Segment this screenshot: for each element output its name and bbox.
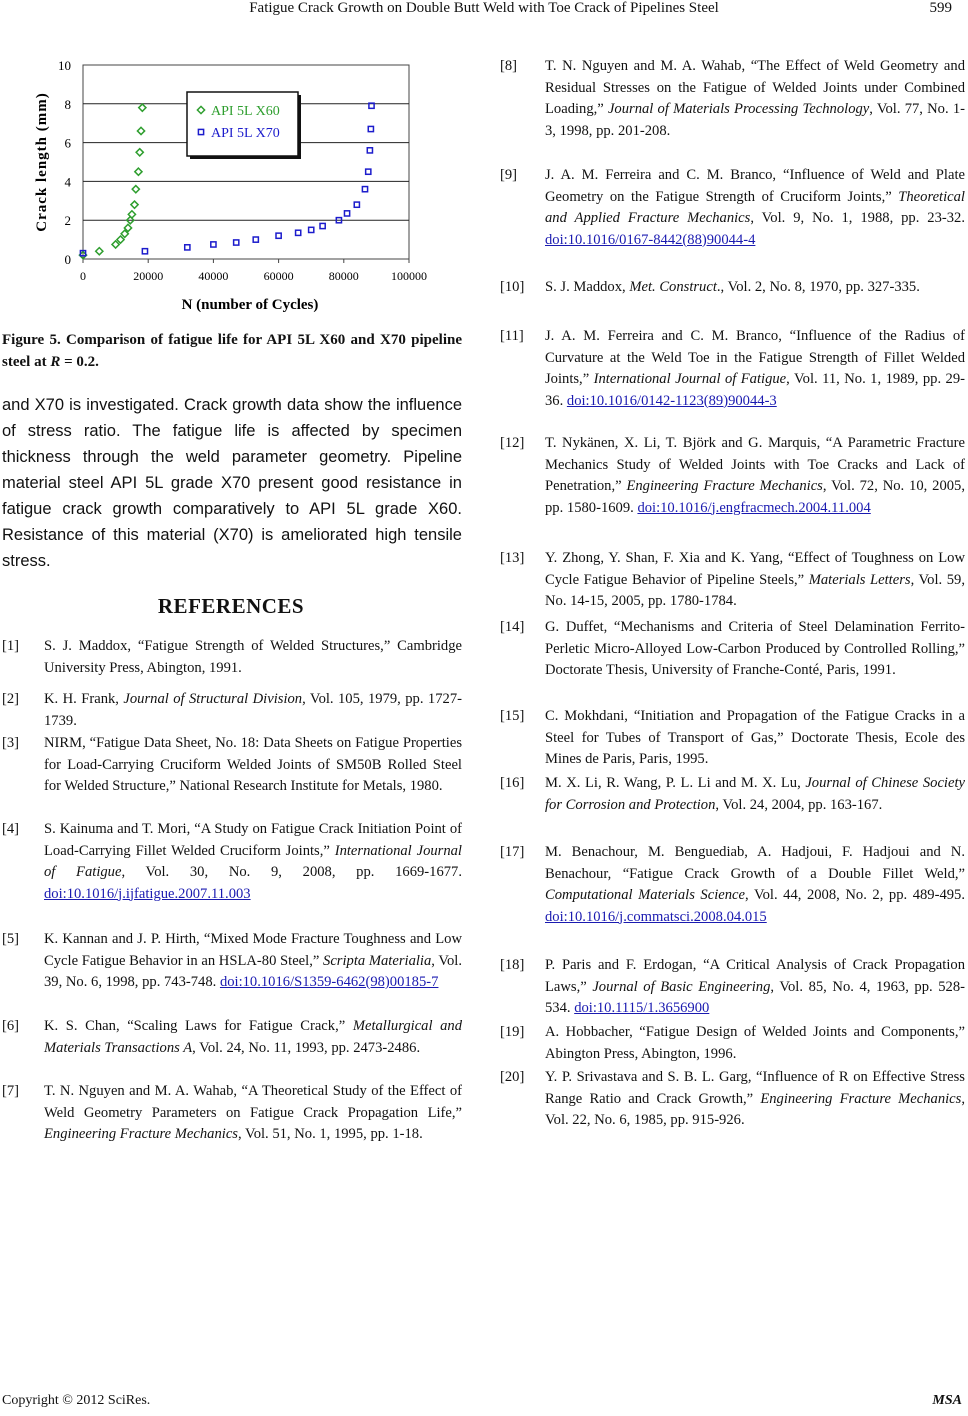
- reference-segment: T. N. Nguyen and M. A. Wahab, “The Effect of Weld Geometry and Residual Stresses on the Fatigue of Welded Joints under Combined Loading,”: [545, 58, 965, 117]
- legend-box: [187, 92, 298, 156]
- page-number: 599: [929, 0, 952, 16]
- reference-segment: Y. Zhong, Y. Shan, F. Xia and K. Yang, “Effect of Toughness on Low Cycle Fatigue Behavior of Pipeline Steels,”: [545, 550, 965, 588]
- reference-segment: J. A. M. Ferreira and C. M. Branco, “Influence of the Radius of Curvature at the Weld Toe in the Fatigue Strength of Fillet Welded Joints,”: [545, 328, 965, 387]
- y-tick-label: 0: [64, 252, 71, 267]
- reference-source: Journal of Chinese Society for Corrosion and Protection: [545, 775, 965, 813]
- reference-text: [44, 636, 462, 679]
- x-axis-label: N (number of Cycles): [181, 297, 319, 313]
- reference-text: [545, 165, 965, 251]
- reference-source: Journal of Basic Engineering: [592, 978, 771, 995]
- reference-text: [44, 929, 462, 994]
- doi-link[interactable]: doi:10.1016/j.engfracmech.2004.11.004: [637, 499, 871, 516]
- reference-segment: M. X. Li, R. Wang, P. L. Li and M. X. Lu,: [545, 775, 806, 791]
- reference-segment: , Vol. 44, 2008, No. 2, pp. 489-495.: [745, 887, 965, 903]
- doi-link[interactable]: doi:10.1016/0142-1123(89)90044-3: [566, 392, 777, 409]
- caption-suffix: = 0.2.: [60, 354, 99, 370]
- reference-segment: J. A. M. Ferreira and C. M. Branco, “Influence of Weld and Plate Geometry on the Fatigue Strength of Cruciform Joints,”: [545, 167, 965, 205]
- legend-label: API 5L X60: [211, 104, 280, 119]
- reference-text: [545, 548, 965, 613]
- caption-variable: R: [50, 354, 61, 370]
- reference-number: [18]: [500, 957, 525, 973]
- doi-link[interactable]: doi:10.1115/1.3656900: [574, 1000, 710, 1016]
- x-tick-label: 60000: [263, 269, 294, 283]
- reference-segment: NIRM, “Fatigue Data Sheet, No. 18: Data Sheets on Fatigue Properties for Load-Carrying Cruciform Welded Joints of SM50B Rolled Steel for Welded Structure,” National Research Institute for Metals, 1980.: [44, 735, 462, 794]
- y-tick-label: 2: [64, 213, 71, 229]
- x-tick-label: 40000: [198, 269, 229, 283]
- reference-source: International Journal of Fatigue: [44, 842, 462, 880]
- reference-segment: S. J. Maddox,: [545, 279, 630, 295]
- reference-text: [44, 689, 462, 732]
- reference-number: [9]: [500, 167, 518, 183]
- reference-number: [7]: [2, 1083, 20, 1099]
- x-tick-label: 100000: [391, 269, 427, 283]
- reference-number: [10]: [500, 279, 525, 295]
- reference-segment: G. Duffet, “Mechanisms and Criteria of Steel Delamination Ferrito-Perletic Micro-Alloyed Low-Carbon Produced by Controlled Rolling,” Doctorate Thesis, University of Franche-Conté, Paris, 1991.: [545, 619, 965, 678]
- reference-segment: K. Kannan and J. P. Hirth, “Mixed Mode Fracture Toughness and Low Cycle Fatigue Behavior in an HSLA-80 Steel,”: [44, 931, 462, 969]
- reference-segment: P. Paris and F. Erdogan, “A Critical Analysis of Crack Propagation Laws,”: [545, 957, 965, 995]
- reference-number: [6]: [2, 1018, 20, 1034]
- legend-label: API 5L X70: [211, 126, 280, 141]
- reference-text: [545, 773, 965, 816]
- reference-number: [2]: [2, 691, 20, 707]
- x-tick-label: 0: [80, 269, 86, 283]
- reference-source: Scripta Materialia: [323, 952, 432, 969]
- x-tick-label: 20000: [133, 269, 164, 283]
- page-header: [0, 0, 968, 24]
- reference-text: [545, 1022, 965, 1065]
- reference-segment: , Vol. 22, No. 6, 1985, pp. 915-926.: [545, 1090, 965, 1128]
- reference-segment: A. Hobbacher, “Fatigue Design of Welded Joints and Components,” Abington Press, Abington, 1996.: [545, 1024, 965, 1062]
- reference-source: Materials Letters: [808, 571, 911, 588]
- reference-segment: , Vol. 59, No. 14-15, 2005, pp. 1780-1784.: [545, 571, 965, 609]
- doi-link[interactable]: doi:10.1016/0167-8442(88)90044-4: [545, 231, 756, 248]
- reference-segment: , Vol. 9, No. 1, 1988, pp. 23-32.: [750, 210, 965, 226]
- reference-text: [545, 955, 965, 1020]
- reference-segment: , Vol. 24, 2004, pp. 163-167.: [715, 796, 883, 813]
- reference-segment: , Vol. 11, No. 1, 1989, pp. 29-36.: [545, 371, 965, 409]
- reference-segment: Y. P. Srivastava and S. B. L. Garg, “Influence of R on Effective Stress Range Ratio and Crack Growth,”: [545, 1069, 965, 1107]
- reference-number: [3]: [2, 735, 20, 751]
- reference-segment: T. Nykänen, X. Li, T. Björk and G. Marquis, “A Parametric Fracture Mechanics Study of Welded Joints with Toe Cracks and Lack of Penetration,”: [545, 435, 965, 494]
- running-title: Fatigue Crack Growth on Double Butt Weld with Toe Crack of Pipelines Steel: [249, 0, 719, 16]
- reference-text: [44, 1081, 462, 1146]
- reference-text: [545, 706, 965, 771]
- reference-source: Met. Construct: [629, 279, 717, 295]
- reference-source: Engineering Fracture Mechanics: [760, 1090, 962, 1107]
- reference-source: Journal of Structural Division: [123, 691, 303, 707]
- y-tick-label: 8: [64, 96, 71, 112]
- reference-number: [5]: [2, 931, 20, 947]
- y-axis-label: Crack length (mm): [34, 92, 50, 232]
- reference-text: [44, 1016, 462, 1059]
- doi-link[interactable]: doi:10.1016/j.ijfatigue.2007.11.003: [44, 885, 251, 902]
- reference-segment: K. H. Frank,: [44, 691, 124, 707]
- reference-segment: , Vol. 39, No. 6, 1998, pp. 743-748.: [44, 952, 462, 990]
- y-tick-label: 4: [64, 174, 71, 190]
- body-paragraph: and X70 is investigated. Crack growth data show the influence of stress ratio. The fatigue life is affected by specimen thickness through the weld parameter geometry. Pipeline material steel API 5L grade X70 present good resistance in fatigue crack growth comparatively to API 5L grade X60. Resistance of this material (X70) is ameliorated high tensile stress.: [2, 396, 462, 570]
- caption-prefix: Figure 5. Comparison of fatigue life for API 5L X60 and X70 pipeline steel at: [2, 332, 462, 370]
- reference-text: [545, 1067, 965, 1132]
- reference-number: [15]: [500, 708, 525, 724]
- crack-growth-chart: [30, 52, 440, 322]
- reference-segment: S. Kainuma and T. Mori, “A Study on Fatigue Crack Initiation Point of Load-Carrying Fillet Welded Cruciform Joints,”: [44, 821, 462, 859]
- reference-segment: C. Mokhdani, “Initiation and Propagation of the Fatigue Cracks in a Steel for Tubes of Transport of Gas,” Doctorate Thesis, Ecole des Mines de Paris, Paris, 1995.: [545, 708, 965, 767]
- reference-segment: , Vol. 30, No. 9, 2008, pp. 1669-1677.: [121, 864, 462, 880]
- reference-source: Computational Materials Science: [545, 887, 745, 903]
- references-heading: REFERENCES: [157, 594, 305, 618]
- reference-number: [13]: [500, 550, 525, 566]
- reference-number: [20]: [500, 1069, 525, 1085]
- reference-number: [14]: [500, 619, 525, 635]
- y-tick-label: 6: [64, 135, 71, 151]
- reference-segment: M. Benachour, M. Benguediab, A. Hadjoui, F. Hadjoui and N. Benachour, “Fatigue Crack Growth of a Double Fillet Weld,”: [545, 844, 965, 882]
- reference-number: [16]: [500, 775, 525, 791]
- x-tick-label: 80000: [328, 269, 359, 283]
- reference-source: International Journal of Fatigue: [593, 371, 787, 387]
- doi-link[interactable]: doi:10.1016/S1359-6462(98)00185-7: [219, 974, 439, 990]
- reference-source: Theoretical and Applied Fracture Mechanics: [545, 188, 965, 226]
- reference-segment: , Vol. 85, No. 4, 1963, pp. 528-534.: [545, 978, 965, 1016]
- doi-link[interactable]: doi:10.1016/j.commatsci.2008.04.015: [545, 908, 767, 925]
- reference-number: [11]: [500, 328, 524, 344]
- reference-text: [44, 819, 462, 905]
- reference-number: [12]: [500, 435, 525, 451]
- reference-source: Engineering Fracture Mechanics: [626, 478, 823, 494]
- reference-segment: K. S. Chan, “Scaling Laws for Fatigue Crack,”: [44, 1018, 353, 1034]
- y-tick-label: 10: [58, 58, 71, 73]
- reference-segment: , Vol. 72, No. 10, 2005, pp. 1580-1609.: [545, 478, 965, 516]
- figure-caption: [2, 329, 462, 373]
- reference-text: [545, 326, 965, 412]
- reference-text: [44, 733, 462, 798]
- reference-segment: , Vol. 105, 1979, pp. 1727-1739.: [44, 691, 462, 729]
- reference-number: [17]: [500, 844, 525, 860]
- reference-text: [545, 617, 965, 682]
- reference-source: Engineering Fracture Mechanics: [44, 1126, 238, 1142]
- reference-text: [545, 433, 965, 519]
- reference-number: [19]: [500, 1024, 525, 1040]
- reference-number: [1]: [2, 638, 20, 654]
- reference-number: [8]: [500, 58, 518, 74]
- reference-number: [4]: [2, 821, 20, 837]
- copyright-notice: Copyright © 2012 SciRes.: [2, 1393, 151, 1408]
- reference-segment: S. J. Maddox, “Fatigue Strength of Welded Structures,” Cambridge University Press, Abington, 1991.: [44, 638, 462, 676]
- journal-abbrev: MSA: [932, 1393, 962, 1408]
- reference-segment: ., Vol. 2, No. 8, 1970, pp. 327-335.: [716, 279, 920, 295]
- reference-text: [545, 277, 965, 299]
- reference-text: [545, 842, 965, 928]
- reference-source: Metallurgical and Materials Transactions A: [44, 1018, 463, 1056]
- reference-segment: , Vol. 51, No. 1, 1995, pp. 1-18.: [238, 1126, 423, 1142]
- reference-source: Journal of Materials Processing Technology: [607, 101, 870, 117]
- reference-text: [545, 56, 965, 142]
- reference-segment: , Vol. 24, No. 11, 1993, pp. 2473-2486.: [192, 1039, 421, 1056]
- reference-segment: T. N. Nguyen and M. A. Wahab, “A Theoretical Study of the Effect of Weld Geometry Parameters on Fatigue Crack Propagation Life,”: [44, 1083, 462, 1121]
- reference-segment: , Vol. 77, No. 1-3, 1998, pp. 201-208.: [545, 101, 965, 139]
